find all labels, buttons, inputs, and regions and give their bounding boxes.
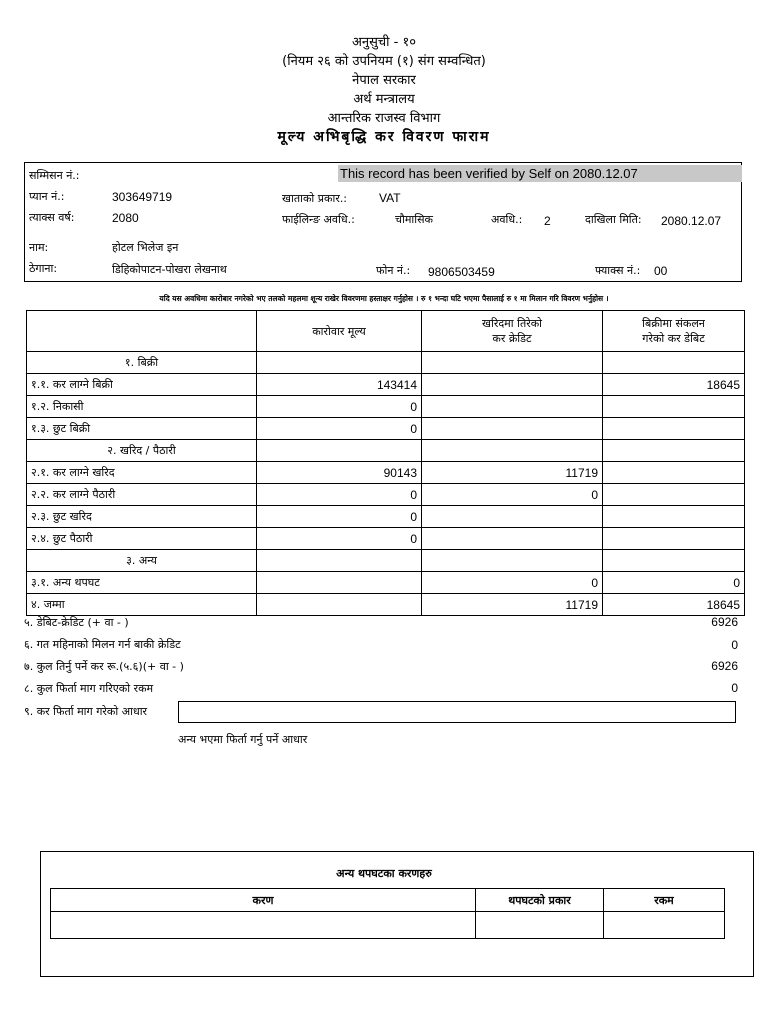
government-name: नेपाल सरकार (352, 73, 416, 88)
debit-credit-label: ५. डेबिट-क्रेडिट (+ वा - ) (24, 616, 129, 629)
fax-label: फ्याक्स नं.: (595, 264, 641, 277)
header-reason: करण (51, 889, 476, 912)
other-refund-basis-label: अन्य भएमा फिर्ता गर्नु पर्ने आधार (178, 733, 308, 746)
account-type-label: खाताको प्रकार.: (282, 192, 348, 205)
row-export-value: 0 (257, 396, 422, 418)
refund-claim-label: ८. कुल फिर्ता माग गरिएको रकम (24, 682, 154, 695)
refund-basis-field[interactable] (178, 701, 736, 723)
pan-value: 303649719 (112, 190, 173, 204)
account-type-value: VAT (379, 191, 401, 205)
period-value: 2 (544, 214, 551, 228)
row-exempt-sales-value: 0 (257, 418, 422, 440)
schedule-title: अनुसुची - १० (351, 35, 417, 50)
row-exempt-import-value: 0 (257, 528, 422, 550)
table-header-row (27, 311, 745, 352)
row-other-adjustment-label: ३.१. अन्य थपघट (27, 572, 257, 594)
table-row (27, 594, 745, 616)
header-adjustment-type: थपघटको प्रकार (476, 889, 604, 912)
row-exempt-sales-label: १.३. छुट बिक्री (27, 418, 257, 440)
row-taxable-sales-value: 143414 (257, 374, 422, 396)
filing-period-value: चौमासिक (395, 213, 433, 226)
debit-credit-value: 6926 (711, 615, 738, 629)
table-row (27, 352, 745, 374)
period-label: अवधि.: (491, 213, 523, 226)
name-value: होटल भिलेज इन (112, 241, 179, 254)
prev-credit-label: ६. गत महिनाको मिलन गर्न बाकी क्रेडिट (24, 638, 181, 651)
row-exempt-purchase-label: २.३. छुट खरिद (27, 506, 257, 528)
refund-claim-value: 0 (731, 681, 738, 695)
header-transaction-value: कारोवार मूल्य (257, 311, 422, 352)
row-taxable-sales-label: १.१. कर लाग्ने बिक्री (27, 374, 257, 396)
row-other-adjustment-credit: 0 (422, 572, 603, 594)
table-row (27, 374, 745, 396)
header-tax-debit: बिक्रीमा संकलन गरेको कर डेबिट (603, 311, 745, 352)
reason-cell[interactable] (51, 912, 476, 939)
header-blank (27, 311, 257, 352)
table-row (27, 418, 745, 440)
row-total-credit: 11719 (422, 594, 603, 616)
adjustments-table (50, 888, 725, 939)
pan-label: प्यान नं.: (29, 190, 65, 203)
adjustment-type-cell[interactable] (476, 912, 604, 939)
form-title: मूल्य अभिबृद्धि कर विवरण फाराम (277, 129, 491, 145)
prev-credit-value: 0 (731, 638, 738, 652)
section-other: ३. अन्य (27, 550, 257, 572)
row-exempt-import-label: २.४. छुट पैठारी (27, 528, 257, 550)
name-label: नाम: (29, 241, 49, 254)
table-row (27, 506, 745, 528)
total-payable-label: ७. कुल तिर्नु पर्ने कर रू.(५.६)(+ वा - ) (24, 660, 184, 673)
submit-date-label: दाखिला मिति: (585, 213, 642, 226)
row-taxable-sales-debit: 18645 (603, 374, 745, 396)
table-row (27, 462, 745, 484)
section-purchase-import: २. खरिद / पैठारी (27, 440, 257, 462)
row-taxable-purchase-label: २.१. कर लाग्ने खरिद (27, 462, 257, 484)
rule-reference: (नियम २६ को उपनियम (१) संग सम्वन्धित) (282, 54, 486, 69)
row-exempt-purchase-value: 0 (257, 506, 422, 528)
fiscal-year-value: 2080 (112, 211, 139, 225)
table-row (27, 440, 745, 462)
filing-period-label: फाईलिन्ङ अवधि.: (282, 213, 355, 226)
total-payable-value: 6926 (711, 659, 738, 673)
table-row (27, 572, 745, 594)
header-amount: रकम (604, 889, 725, 912)
verified-banner: This record has been verified by Self on 2080.12.07 (338, 165, 742, 182)
adjustments-title: अन्य थपघटका करणहरु (336, 867, 432, 880)
phone-label: फोन नं.: (376, 264, 411, 277)
amount-cell[interactable] (604, 912, 725, 939)
fiscal-year-label: त्याक्स वर्ष: (29, 211, 75, 224)
phone-value: 9806503459 (428, 265, 495, 279)
row-total-debit: 18645 (603, 594, 745, 616)
refund-basis-label: ९. कर फिर्ता माग गरेको आधार (24, 705, 148, 718)
row-taxable-import-value: 0 (257, 484, 422, 506)
table-row (51, 912, 725, 939)
table-row (27, 528, 745, 550)
row-total-label: ४. जम्मा (27, 594, 257, 616)
row-other-adjustment-debit: 0 (603, 572, 745, 594)
vat-return-table (26, 310, 745, 616)
table-row (27, 484, 745, 506)
row-export-label: १.२. निकासी (27, 396, 257, 418)
header-tax-credit: खरिदमा तिरेको कर क्रेडिट (422, 311, 603, 352)
submit-date-value: 2080.12.07 (661, 214, 722, 228)
fax-value: 00 (654, 264, 668, 278)
instruction-notice: यदि यस अवधिमा कारोबार नगरेको भए तलको महलमा शून्य राखेर विवरणमा हस्ताक्षर गर्नुहोस । रु १ भन्दा घटि भएमा पैसालाई रु १ मा मिलान गरि विवरण भर्नुहोस । (159, 294, 609, 303)
section-sales: १. बिक्री (27, 352, 257, 374)
table-row (27, 550, 745, 572)
address-label: ठेगाना: (29, 262, 58, 275)
adjustments-header-row (51, 889, 725, 912)
ministry-name: अर्थ मन्त्रालय (353, 92, 415, 107)
row-taxable-purchase-value: 90143 (257, 462, 422, 484)
submission-label: सम्मिसन नं.: (29, 169, 80, 182)
row-taxable-import-credit: 0 (422, 484, 603, 506)
row-taxable-purchase-credit: 11719 (422, 462, 603, 484)
address-value: डिहिकोपाटन-पोखरा लेखनाथ (112, 263, 227, 276)
row-taxable-import-label: २.२. कर लाग्ने पैठारी (27, 484, 257, 506)
table-row (27, 396, 745, 418)
department-name: आन्तरिक राजस्व विभाग (327, 111, 441, 126)
